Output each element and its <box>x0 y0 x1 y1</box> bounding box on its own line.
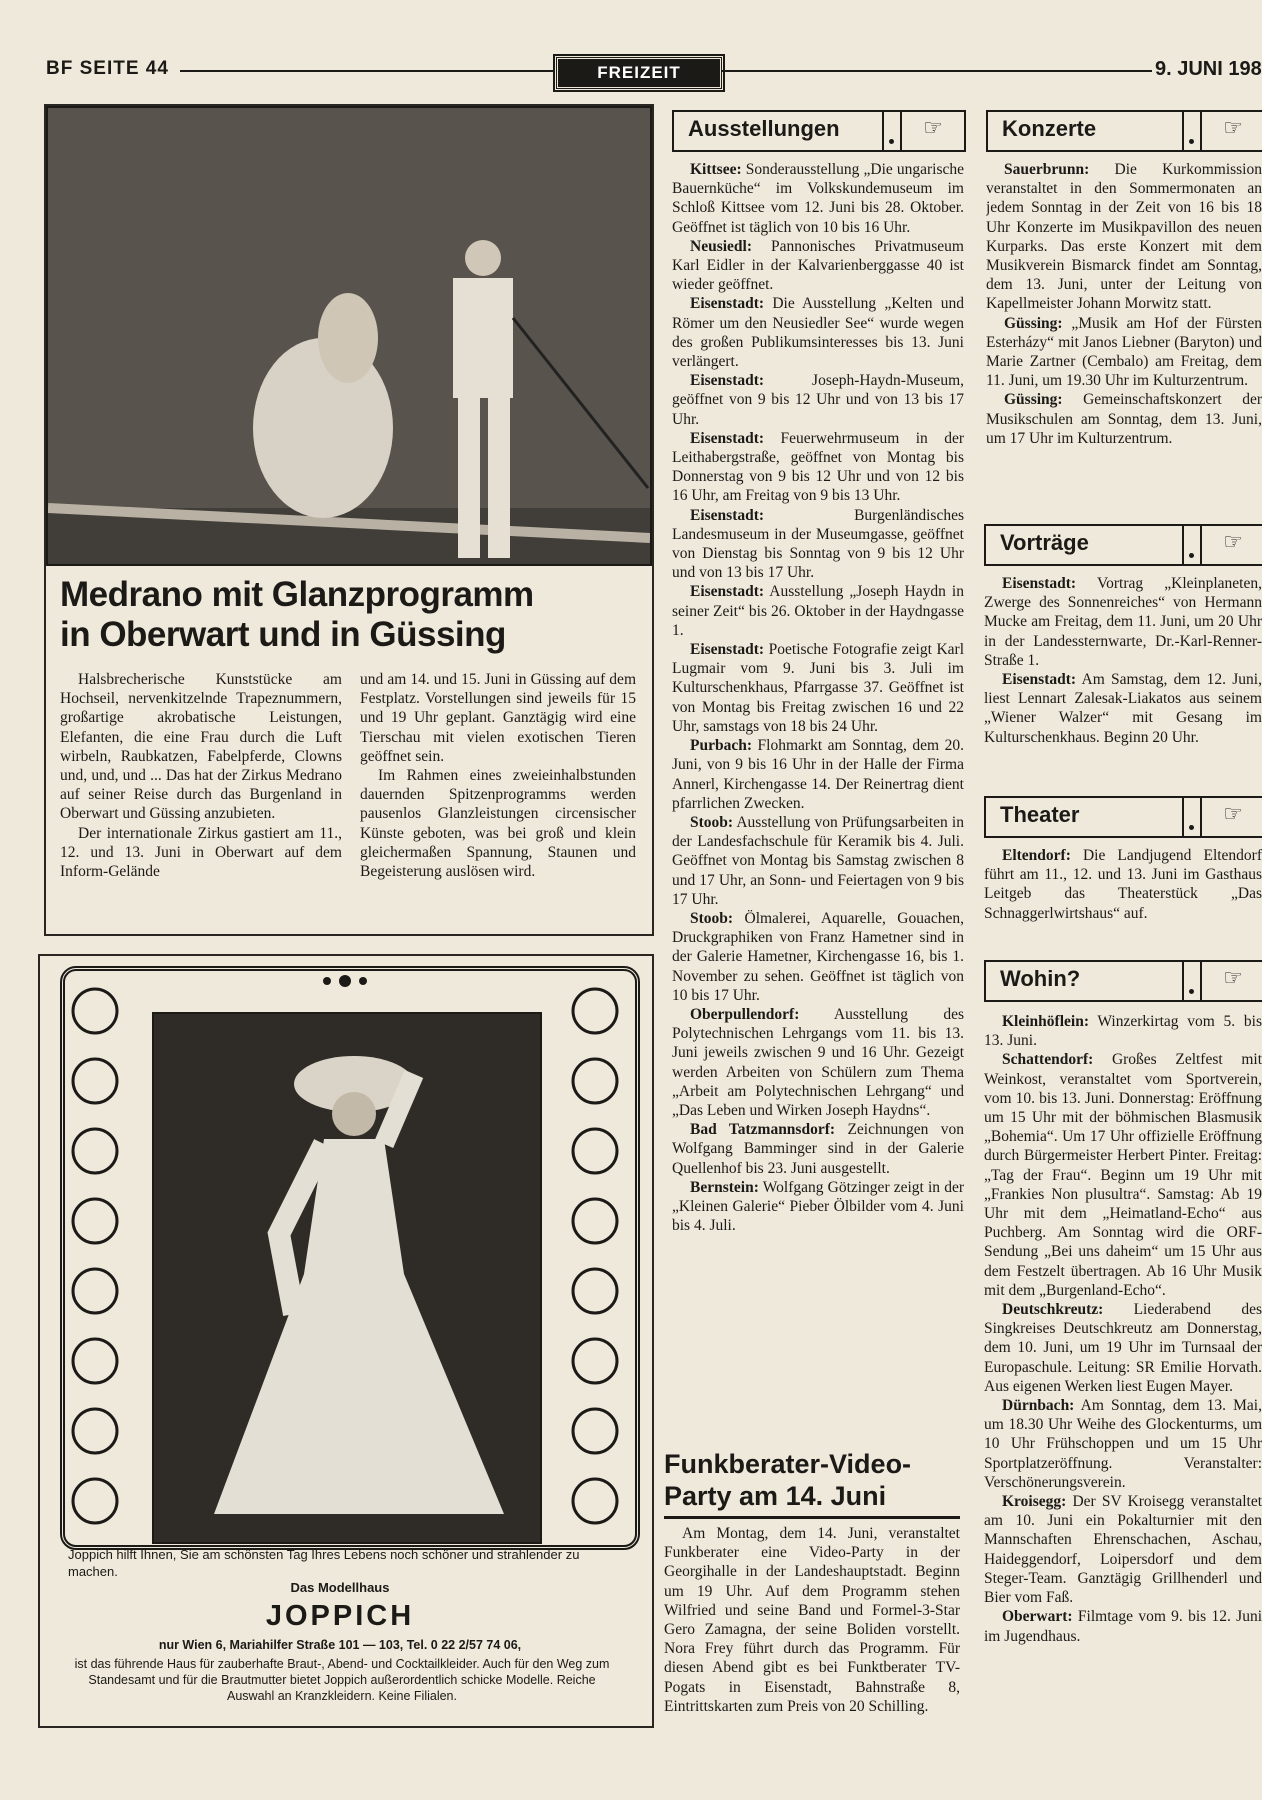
circus-photo <box>46 106 652 566</box>
article-paragraph: Halsbrecherische Kunststücke am Hochseil, nervenkitzelnde Trapeznummern, großartige akrobatische Leistungen, Elefanten, die eine Frau durch die Luft wirbeln, Raubkatzen, Fabelpferde, Clowns und, und, und ... Das hat der Zirkus Medrano auf seiner Reise durch das Burgenland in Oberwart und Güssing anzubieten. <box>60 671 342 823</box>
bride-photo <box>152 1012 542 1544</box>
article-paragraph: Im Rahmen eines zweieinhalbstunden dauernden Spitzenprogramms werden pausenlos Glanzleistungen circensischer Künste geboten, was bei groß und klein gleichermaßen Spannung, Staunen und Begeisterung auslösen wird. <box>360 767 636 881</box>
listing-entry: Kittsee: Sonderausstellung „Die ungarische Bauernküche“ im Volkskundemuseum im Schloß Kittsee vom 12. Juni bis 28. Oktober. Geöffnet ist täglich von 10 bis 16 Uhr. <box>672 161 965 236</box>
funkberater-text: Am Montag, dem 14. Juni, veranstaltet Funkberater eine Video-Party in der Georgihalle in der Landeshauptstadt. Beginn um 19 Uhr. Auf dem Programm stehen Wilfried und seine Band und Formel-3-Star Gero Zamagna, der seine Boliden vorstellt. Nora Frey führt durch das Programm. Für diesen Abend gibt es bei Funktberater TV-Pogats in Eisenstadt, Bahnstraße 8, Eintrittskarten zum Preis von 20 Schilling. <box>664 1525 960 1715</box>
konzerte-header <box>986 110 1262 152</box>
pointing-hand-icon: ☞ <box>1223 530 1243 555</box>
dot-icon <box>1184 112 1202 150</box>
listing-entry: Oberpullendorf: Ausstellung des Polytechnischen Lehrgangs vom 11. bis 13. Juni jeweils zwischen 9 und 16 Uhr. Gezeigt werden Arbeiten von Schülern zum Thema „Arbeit am Polytechnischen Lehrgang“ und „Das Leben und Wirken Joseph Haydns“. <box>672 1005 964 1119</box>
ausstellungen-header <box>672 110 966 152</box>
vortraege-header <box>984 524 1262 566</box>
listing-entry: Oberwart: Filmtage vom 9. bis 12. Juni im Jugendhaus. <box>984 1608 1262 1645</box>
listing-entry: Stoob: Ausstellung von Prüfungsarbeiten in der Landesfachschule für Keramik bis 4. Juli. Geöffnet von Montag bis Samstag zwischen 8 und 17 Uhr, an Sonn- und Feiertagen von 9 bis 17 Uhr. <box>672 813 964 908</box>
ad-body: ist das führende Haus für zauberhafte Braut-, Abend- und Cocktailkleider. Auch für den Weg zum Standesamt und für die Brautmutter bietet Joppich außerordentlich schicke Modelle. Reiche Auswahl an Kranzkleidern. Keine Filialen. <box>74 1657 610 1703</box>
ausstellungen-list <box>672 160 964 1235</box>
listing-entry: Eisenstadt: Ausstellung „Joseph Haydn in seiner Zeit“ bis 26. Oktober in der Haydngasse 1. <box>672 583 964 639</box>
ad-tagline: Joppich hilft Ihnen, Sie am schönsten Tag Ihres Lebens noch schöner und strahlender zu machen. <box>68 1547 580 1579</box>
headline-line-2: Party am 14. Juni <box>664 1481 887 1511</box>
article-column-1 <box>60 670 342 881</box>
page-number: BF SEITE 44 <box>46 58 169 79</box>
article-column-2 <box>360 670 636 881</box>
listing-entry: Bad Tatzmannsdorf: Zeichnungen von Wolfgang Bamminger sind in der Galerie Quellenhof bis 23. Juni ausgestellt. <box>672 1121 964 1177</box>
listing-entry: Eisenstadt: Die Ausstellung „Kelten und Römer um den Neusiedler See“ wurde wegen des großen Publikumsinteresses bis 13. Juni verlängert. <box>672 295 965 371</box>
vortraege-list <box>984 574 1262 794</box>
section-title: Konzerte <box>988 112 1184 150</box>
dot-icon <box>884 112 902 150</box>
theater-header <box>984 796 1262 838</box>
section-title: Theater <box>986 798 1184 836</box>
issue-date: 9. JUNI 198 <box>1155 58 1262 80</box>
circus-photo-illustration <box>48 108 650 564</box>
pointing-hand-icon: ☞ <box>1223 802 1243 827</box>
wohin-list <box>984 1012 1262 1742</box>
section-title: Ausstellungen <box>674 112 884 150</box>
listing-entry: Schattendorf: Großes Zeltfest mit Weinkost, veranstaltet vom Sportverein, vom 10. bis 13. Juni. Donnerstag: Eröffnung um 15 Uhr mit der böhmischen Blasmusik „Bohemia“. Um 17 Uhr offizielle Eröffnung durch Bürgermeister Herbert Pinter. Freitag: „Tag der Frau“. Beginn um 19 Uhr mit „Frankies Non plusultra“. Samstag: Ab 19 Uhr mit dem „Heimatland-Echo“ aus Puchberg. Am Sonntag wird die ORF-Sendung „Bei uns daheim“ um 15 Uhr aus dem Festzelt übertragen. Ab 16 Uhr Musik mit dem „Burgenland-Echo“. <box>984 1051 1262 1299</box>
headline-line-1: Medrano mit Glanzprogramm <box>60 575 534 614</box>
header-rule-left <box>180 70 553 72</box>
dot-icon <box>1184 962 1202 1000</box>
section-title: Wohin? <box>986 962 1184 1000</box>
listing-entry: Bernstein: Wolfgang Götzinger zeigt in der „Kleinen Galerie“ Pieber Ölbilder vom 4. Juni bis 4. Juli. <box>672 1178 964 1235</box>
section-label: FREIZEIT <box>555 56 723 90</box>
ad-address: nur Wien 6, Mariahilfer Straße 101 — 103, Tel. 0 22 2/57 74 06, <box>158 1638 522 1652</box>
listing-entry: Kleinhöflein: Winzerkirtag vom 5. bis 13. Juni. <box>984 1013 1262 1050</box>
pointing-hand-icon: ☞ <box>1223 116 1243 141</box>
header-rule-right <box>722 70 1152 72</box>
article-paragraph: Der internationale Zirkus gastiert am 11., 12. und 13. Juni in Oberwart auf dem Inform-Gelände <box>60 824 342 881</box>
listing-entry: Purbach: Flohmarkt am Sonntag, dem 20. Juni, von 9 bis 16 Uhr in der Halle der Firma Annerl, Kirchengasse 14. Der Reinertrag dient pfarrlichen Zwecken. <box>672 737 964 812</box>
dot-icon <box>1184 526 1202 564</box>
article-headline <box>60 575 660 655</box>
listing-entry: Eisenstadt: Vortrag „Kleinplaneten, Zwerge des Sonnenreiches“ von Hermann Mucke am Freitag, dem 11. Juni, um 20 Uhr in der Landessternwarte, Dr.-Karl-Renner-Straße 1. <box>984 575 1262 669</box>
listing-entry: Eisenstadt: Joseph-Haydn-Museum, geöffnet von 9 bis 12 Uhr und von 13 bis 17 Uhr. <box>672 372 964 428</box>
dot-icon <box>1184 798 1202 836</box>
listing-entry: Eisenstadt: Burgenländisches Landesmuseum in der Museumgasse, geöffnet von Dienstag bis Sonntag von 9 bis 12 Uhr und von 13 bis 17 Uhr. <box>672 506 964 582</box>
ad-brand: JOPPICH <box>265 1600 415 1632</box>
listing-entry: Deutschkreutz: Liederabend des Singkreises Deutschkreutz am Donnerstag, dem 10. Juni, um 19 Uhr im Turnsaal der Europaschule. Leitung: SR Emilie Horvath. Aus eigenen Werken liest Eugen Mayer. <box>984 1301 1262 1395</box>
section-title: Vorträge <box>986 526 1184 564</box>
funkberater-headline <box>664 1448 964 1512</box>
listing-entry: Eltendorf: Die Landjugend Eltendorf führt am 11., 12. und 13. Juni im Gasthaus Leitgeb das Theaterstück „Das Schnaggerlwirtshaus“ auf. <box>984 847 1262 922</box>
wohin-header <box>984 960 1262 1002</box>
funkberater-rule <box>664 1516 960 1519</box>
listing-entry: Eisenstadt: Feuerwehrmuseum in der Leithabergstraße, geöffnet von Montag bis Donnerstag von 9 bis 12 Uhr und von 12 bis 16 Uhr, am Freitag von 9 bis 13 Uhr. <box>672 429 964 505</box>
listing-entry: Güssing: „Musik am Hof der Fürsten Esterházy“ mit Janos Liebner (Baryton) und Marie Zartner (Cembalo) am Freitag, dem 11. Juni, um 19.30 Uhr im Kulturzentrum. <box>986 314 1262 390</box>
listing-entry: Kroisegg: Der SV Kroisegg veranstaltet am 10. Juni ein Pokalturnier mit den Mannschaften Ehrenschachen, Aschau, Haideggendorf, Loipersdorf und dem Steger-Team. Ganztägig Grillhenderl und Bier vom Faß. <box>984 1493 1262 1607</box>
pointing-hand-icon: ☞ <box>923 116 943 141</box>
headline-line-1: Funkberater-Video- <box>664 1449 912 1479</box>
listing-entry: Sauerbrunn: Die Kurkommission veranstaltet in den Sommermonaten an jedem Sonntag in der Zeit von 16 bis 18 Uhr Konzerte im Musikpavillon des neuen Kurparks. Das erste Konzert mit dem Musikverein Bismarck findet am Sonntag, dem 13. Juni, unter der Leitung von Kapellmeister Johann Morwitz statt. <box>986 161 1262 313</box>
pointing-hand-icon: ☞ <box>1223 966 1243 991</box>
bride-illustration <box>154 1014 540 1542</box>
ad-kicker: Das Modellhaus <box>290 1580 390 1595</box>
theater-list <box>984 846 1262 956</box>
listing-entry: Eisenstadt: Am Samstag, dem 12. Juni, liest Lennart Zalesak-Liakatos aus seinem „Wiener Walzer“ mit Gesang im Kulturschenkhaus. Beginn 20 Uhr. <box>984 671 1262 746</box>
listing-entry: Dürnbach: Am Sonntag, dem 13. Mai, um 18.30 Uhr Weihe des Glockenturms, um 10 Uhr Frühschoppen und um 15 Uhr Sportplatzeröffnung. Veranstalter: Verschönerungsverein. <box>984 1397 1262 1491</box>
listing-entry: Güssing: Gemeinschaftskonzert der Musikschulen am Sonntag, dem 13. Juni, um 17 Uhr im Kulturzentrum. <box>986 391 1262 447</box>
listing-entry: Eisenstadt: Poetische Fotografie zeigt Karl Lugmair vom 9. Juni bis 3. Juli im Kulturschenkhaus, Pfarrgasse 37. Geöffnet ist von Montag bis Freitag zwischen 16 und 22 Uhr, samstags von 18 bis 24 Uhr. <box>672 641 965 735</box>
listing-entry: Neusiedl: Pannonisches Privatmuseum Karl Eidler in der Kalvarienberggasse 40 ist wieder geöffnet. <box>672 237 964 294</box>
headline-line-2: in Oberwart und in Güssing <box>60 615 506 654</box>
article-paragraph: und am 14. und 15. Juni in Güssing auf dem Festplatz. Vorstellungen sind jeweils für 15 und 19 Uhr geplant. Ganztägig wird eine Tierschau mit vielen exotischen Tieren geöffnet sein. <box>360 671 636 765</box>
konzerte-list <box>986 160 1262 505</box>
listing-entry: Stoob: Ölmalerei, Aquarelle, Gouachen, Druckgraphiken von Franz Hametner sind in der Galerie Hametner, Kirchengasse 16, bis 1. November zu sehen. Geöffnet ist täglich von 10 bis 17 Uhr. <box>672 909 965 1004</box>
